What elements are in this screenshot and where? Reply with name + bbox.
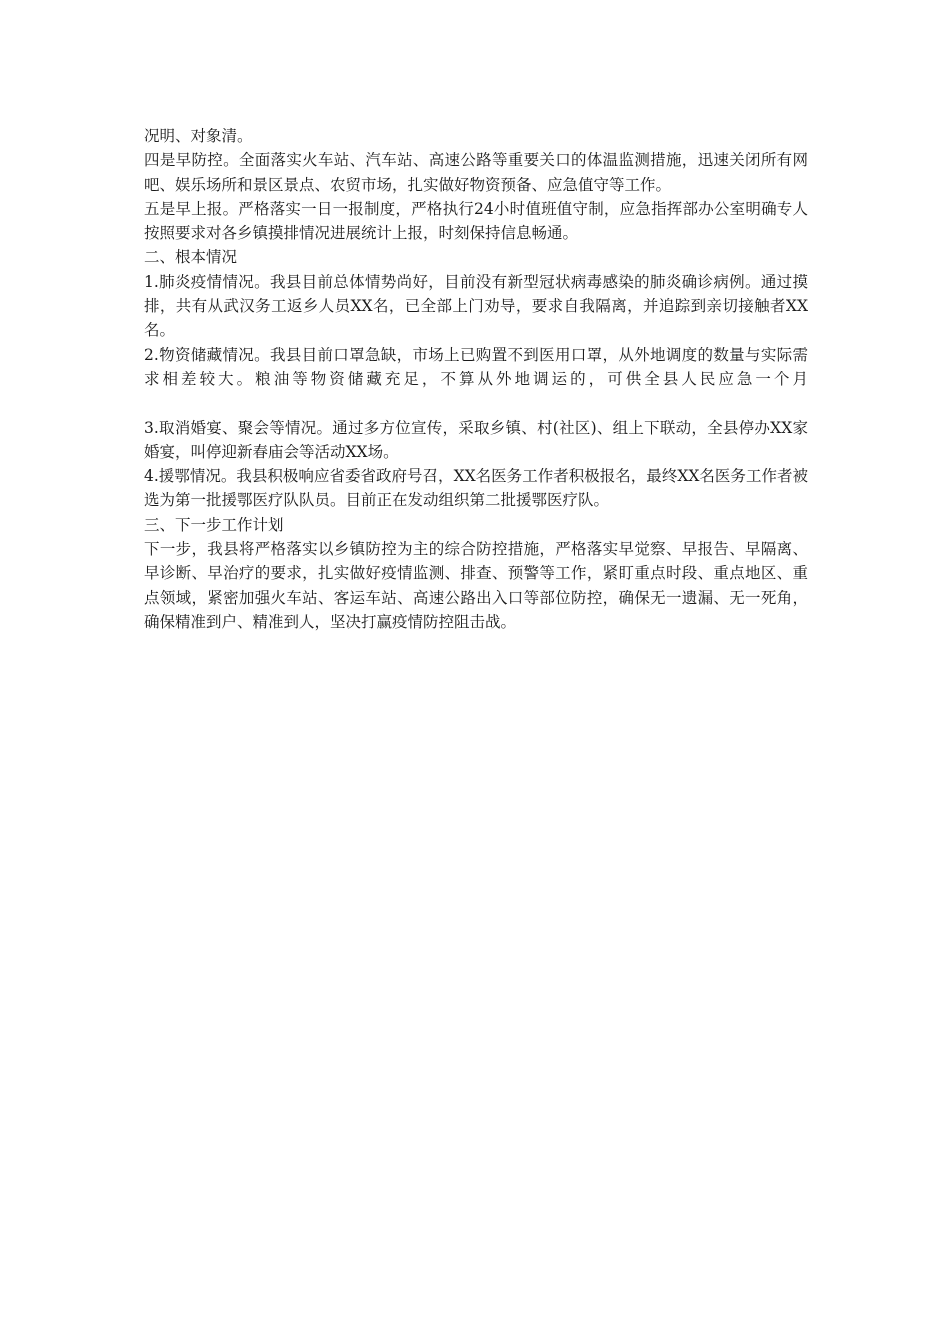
section-heading-next-steps: 三、下一步工作计划 xyxy=(144,515,284,534)
paragraph-early-prevention: 四是早防控。全面落实火车站、汽车站、高速公路等重要关口的体温监测措施，迅速关闭所有网吧、娱乐场所和景区景点、农贸市场，扎实做好物资预备、应急值守等工作。 xyxy=(144,151,808,194)
section-heading-basic-situation: 二、根本情况 xyxy=(144,248,238,267)
blank-line xyxy=(144,391,808,415)
paragraph-supplies-reserve: 2.物资储藏情况。我县目前口罩急缺，市场上已购置不到医用口罩，从外地调度的数量与实际需求相差较大。粮油等物资储藏充足，不算从外地调运的，可供全县人民应急一个月 xyxy=(144,345,808,388)
paragraph-early-reporting: 五是早上报。严格落实一日一报制度，严格执行24小时值班值守制，应急指挥部办公室明确专人按照要求对各乡镇摸排情况进展统计上报，时刻保持信息畅通。 xyxy=(144,199,808,243)
paragraph-continuation: 况明、对象清。 xyxy=(144,127,253,145)
paragraph-epidemic-situation: 1.肺炎疫情情况。我县目前总体情势尚好，目前没有新型冠状病毒感染的肺炎确诊病例。通过摸排，共有从武汉务工返乡人员XX名，已全部上门劝导，要求自我隔离，并追踪到亲切接触者XX名。 xyxy=(144,272,808,340)
paragraph-aid-hubei: 4.援鄂情况。我县积极响应省委省政府号召，XX名医务工作者积极报名，最终XX名医务工作者被选为第一批援鄂医疗队队员。目前正在发动组织第二批援鄂医疗队。 xyxy=(144,467,808,510)
document-body xyxy=(144,124,808,634)
paragraph-next-steps-plan: 下一步，我县将严格落实以乡镇防控为主的综合防控措施，严格落实早觉察、早报告、早隔离、早诊断、早治疗的要求，扎实做好疫情监测、排查、预警等工作，紧盯重点时段、重点地区、重点领域，紧密加强火车站、客运车站、高速公路出入口等部位防控，确保无一遗漏、无一死角，确保精准到户、精准到人，坚决打赢疫情防控阻击战。 xyxy=(144,540,808,631)
paragraph-cancel-gatherings: 3.取消婚宴、聚会等情况。通过多方位宣传，采取乡镇、村(社区)、组上下联动，全县停办XX家婚宴，叫停迎新春庙会等活动XX场。 xyxy=(144,418,808,461)
